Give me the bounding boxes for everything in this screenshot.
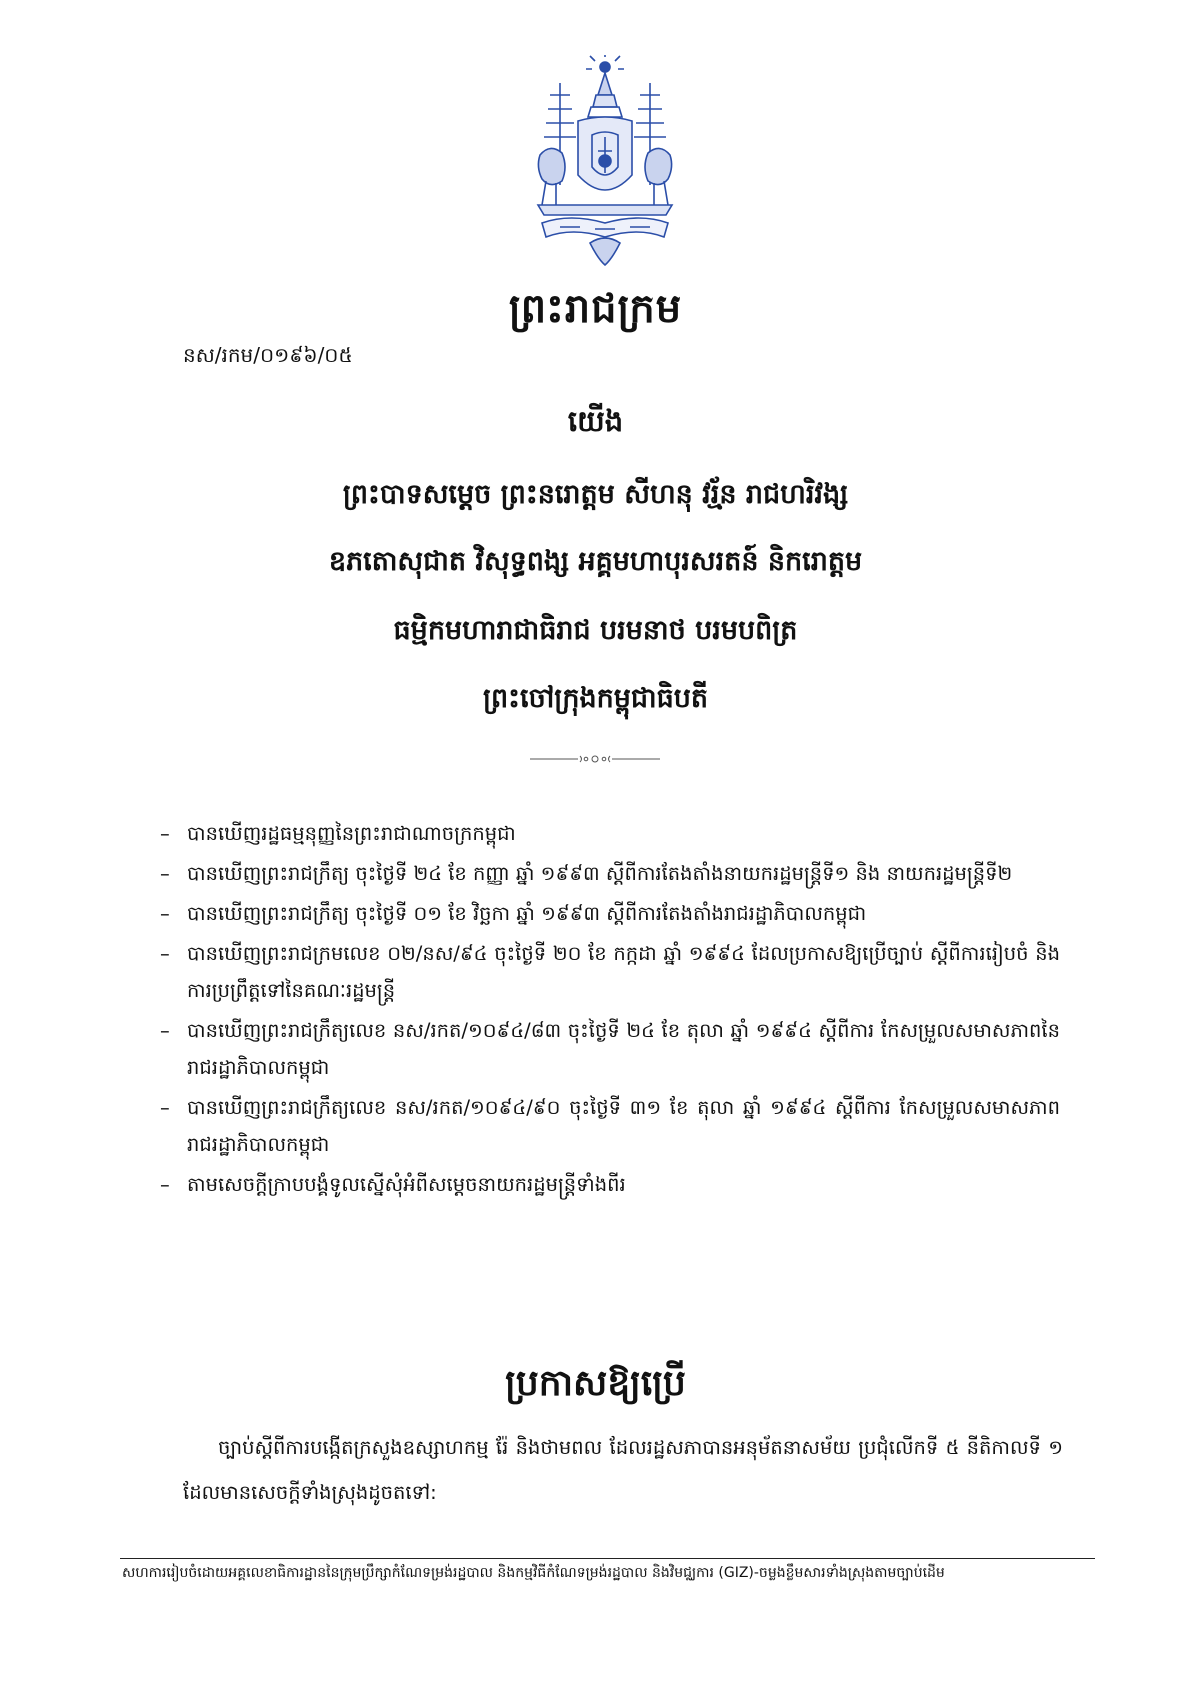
clause-text: បានឃើញរដ្ឋធម្មនុញ្ញនៃព្រះរាជាណាចក្រកម្ពុជា <box>187 822 516 845</box>
sovereign-title-line: ធម្មិកមហារាជាធិរាជ បរមនាថ បរមបពិត្រ <box>393 615 798 646</box>
list-item <box>160 1166 1060 1203</box>
list-item <box>160 935 1060 1009</box>
list-item <box>160 855 1060 892</box>
proclamation-body: ច្បាប់ស្តីពីការបង្កើតក្រសួងឧស្សាហកម្ម រ៉ែ និងថាមពល ដែលរដ្ឋសភាបានអនុម័តនាសម័យ ប្រជុំលើកទី ៥ នីតិកាលទី ១ ដែលមានសេចក្តីទាំងស្រុងដូចតទៅ: <box>183 1436 1063 1504</box>
list-item <box>160 1089 1060 1163</box>
list-item <box>160 815 1060 852</box>
dash-marker: – <box>160 1096 170 1119</box>
footer-note: សហការរៀបចំដោយអគ្គលេខាធិការដ្ឋាននៃក្រុមប្រឹក្សាកំណែទម្រង់រដ្ឋបាល និងកម្មវិធីកំណែទម្រង់រដ្ឋបាល និងវិមជ្ឈការ (GIZ)-ចម្លងខ្លឹមសារទាំងស្រុងតាមច្បាប់ដើម <box>122 1565 945 1581</box>
dash-marker: – <box>160 862 170 885</box>
page-title: ព្រះរាជក្រម <box>508 286 683 332</box>
clause-text: បានឃើញព្រះរាជក្រឹត្យលេខ នស/រកត/១០៩៤/៨៣ ចុះថ្ងៃទី ២៤ ខែ តុលា ឆ្នាំ ១៩៩៤ ស្តីពីការ កែសម្រួលសមាសភាពនៃរាជរដ្ឋាភិបាលកម្ពុជា <box>187 1019 1060 1079</box>
ornament-divider-icon <box>530 753 660 765</box>
proclamation-heading: ប្រកាសឱ្យប្រើ <box>505 1363 686 1404</box>
dash-marker: – <box>160 902 170 925</box>
reference-number: នស/រកម/០១៩៦/០៥ <box>183 343 353 367</box>
dash-marker: – <box>160 1173 170 1196</box>
footer-divider <box>120 1558 1095 1559</box>
sovereign-we: យើង <box>567 404 624 438</box>
sovereign-title-line: ព្រះបាទសម្តេច ព្រះនរោត្តម សីហនុ វរ្ម័ន រាជហរិវង្ស <box>342 479 849 510</box>
sovereign-title-line: ព្រះចៅក្រុងកម្ពុជាធិបតី <box>482 683 709 714</box>
clause-text: តាមសេចក្តីក្រាបបង្គំទូលស្នើសុំអំពីសម្តេចនាយករដ្ឋមន្ត្រីទាំងពីរ <box>187 1173 626 1196</box>
dash-marker: – <box>160 942 170 965</box>
clause-text: បានឃើញព្រះរាជក្រមលេខ ០២/នស/៩៤ ចុះថ្ងៃទី ២០ ខែ កក្កដា ឆ្នាំ ១៩៩៤ ដែលប្រកាសឱ្យប្រើច្បាប់ ស្តីពីការរៀបចំ និងការប្រព្រឹត្តទៅនៃគណៈរដ្ឋមន្ត្រី <box>187 942 1060 1002</box>
clause-text: បានឃើញព្រះរាជក្រឹត្យលេខ នស/រកត/១០៩៤/៩០ ចុះថ្ងៃទី ៣១ ខែ តុលា ឆ្នាំ ១៩៩៤ ស្តីពីការ កែសម្រួលសមាសភាពរាជរដ្ឋាភិបាលកម្ពុជា <box>187 1096 1060 1156</box>
sovereign-title-line: ឧភតោសុជាត វិសុទ្ធពង្ស អគ្គមហាបុរសរតន៍ និករោត្តម <box>328 546 863 577</box>
clause-text: បានឃើញព្រះរាជក្រឹត្យ ចុះថ្ងៃទី ២៤ ខែ កញ្ញា ឆ្នាំ ១៩៩៣ ស្តីពីការតែងតាំងនាយករដ្ឋមន្ត្រីទី១ និង នាយករដ្ឋមន្ត្រីទី២ <box>187 862 1013 885</box>
royal-coat-of-arms-icon <box>520 55 690 270</box>
list-item <box>160 1012 1060 1086</box>
considerations-list <box>160 815 1060 1206</box>
dash-marker: – <box>160 1019 170 1042</box>
list-item <box>160 895 1060 932</box>
dash-marker: – <box>160 822 170 845</box>
clause-text: បានឃើញព្រះរាជក្រឹត្យ ចុះថ្ងៃទី ០១ ខែ វិច្ឆកា ឆ្នាំ ១៩៩៣ ស្តីពីការតែងតាំងរាជរដ្ឋាភិបាលកម្ពុជា <box>187 902 867 925</box>
